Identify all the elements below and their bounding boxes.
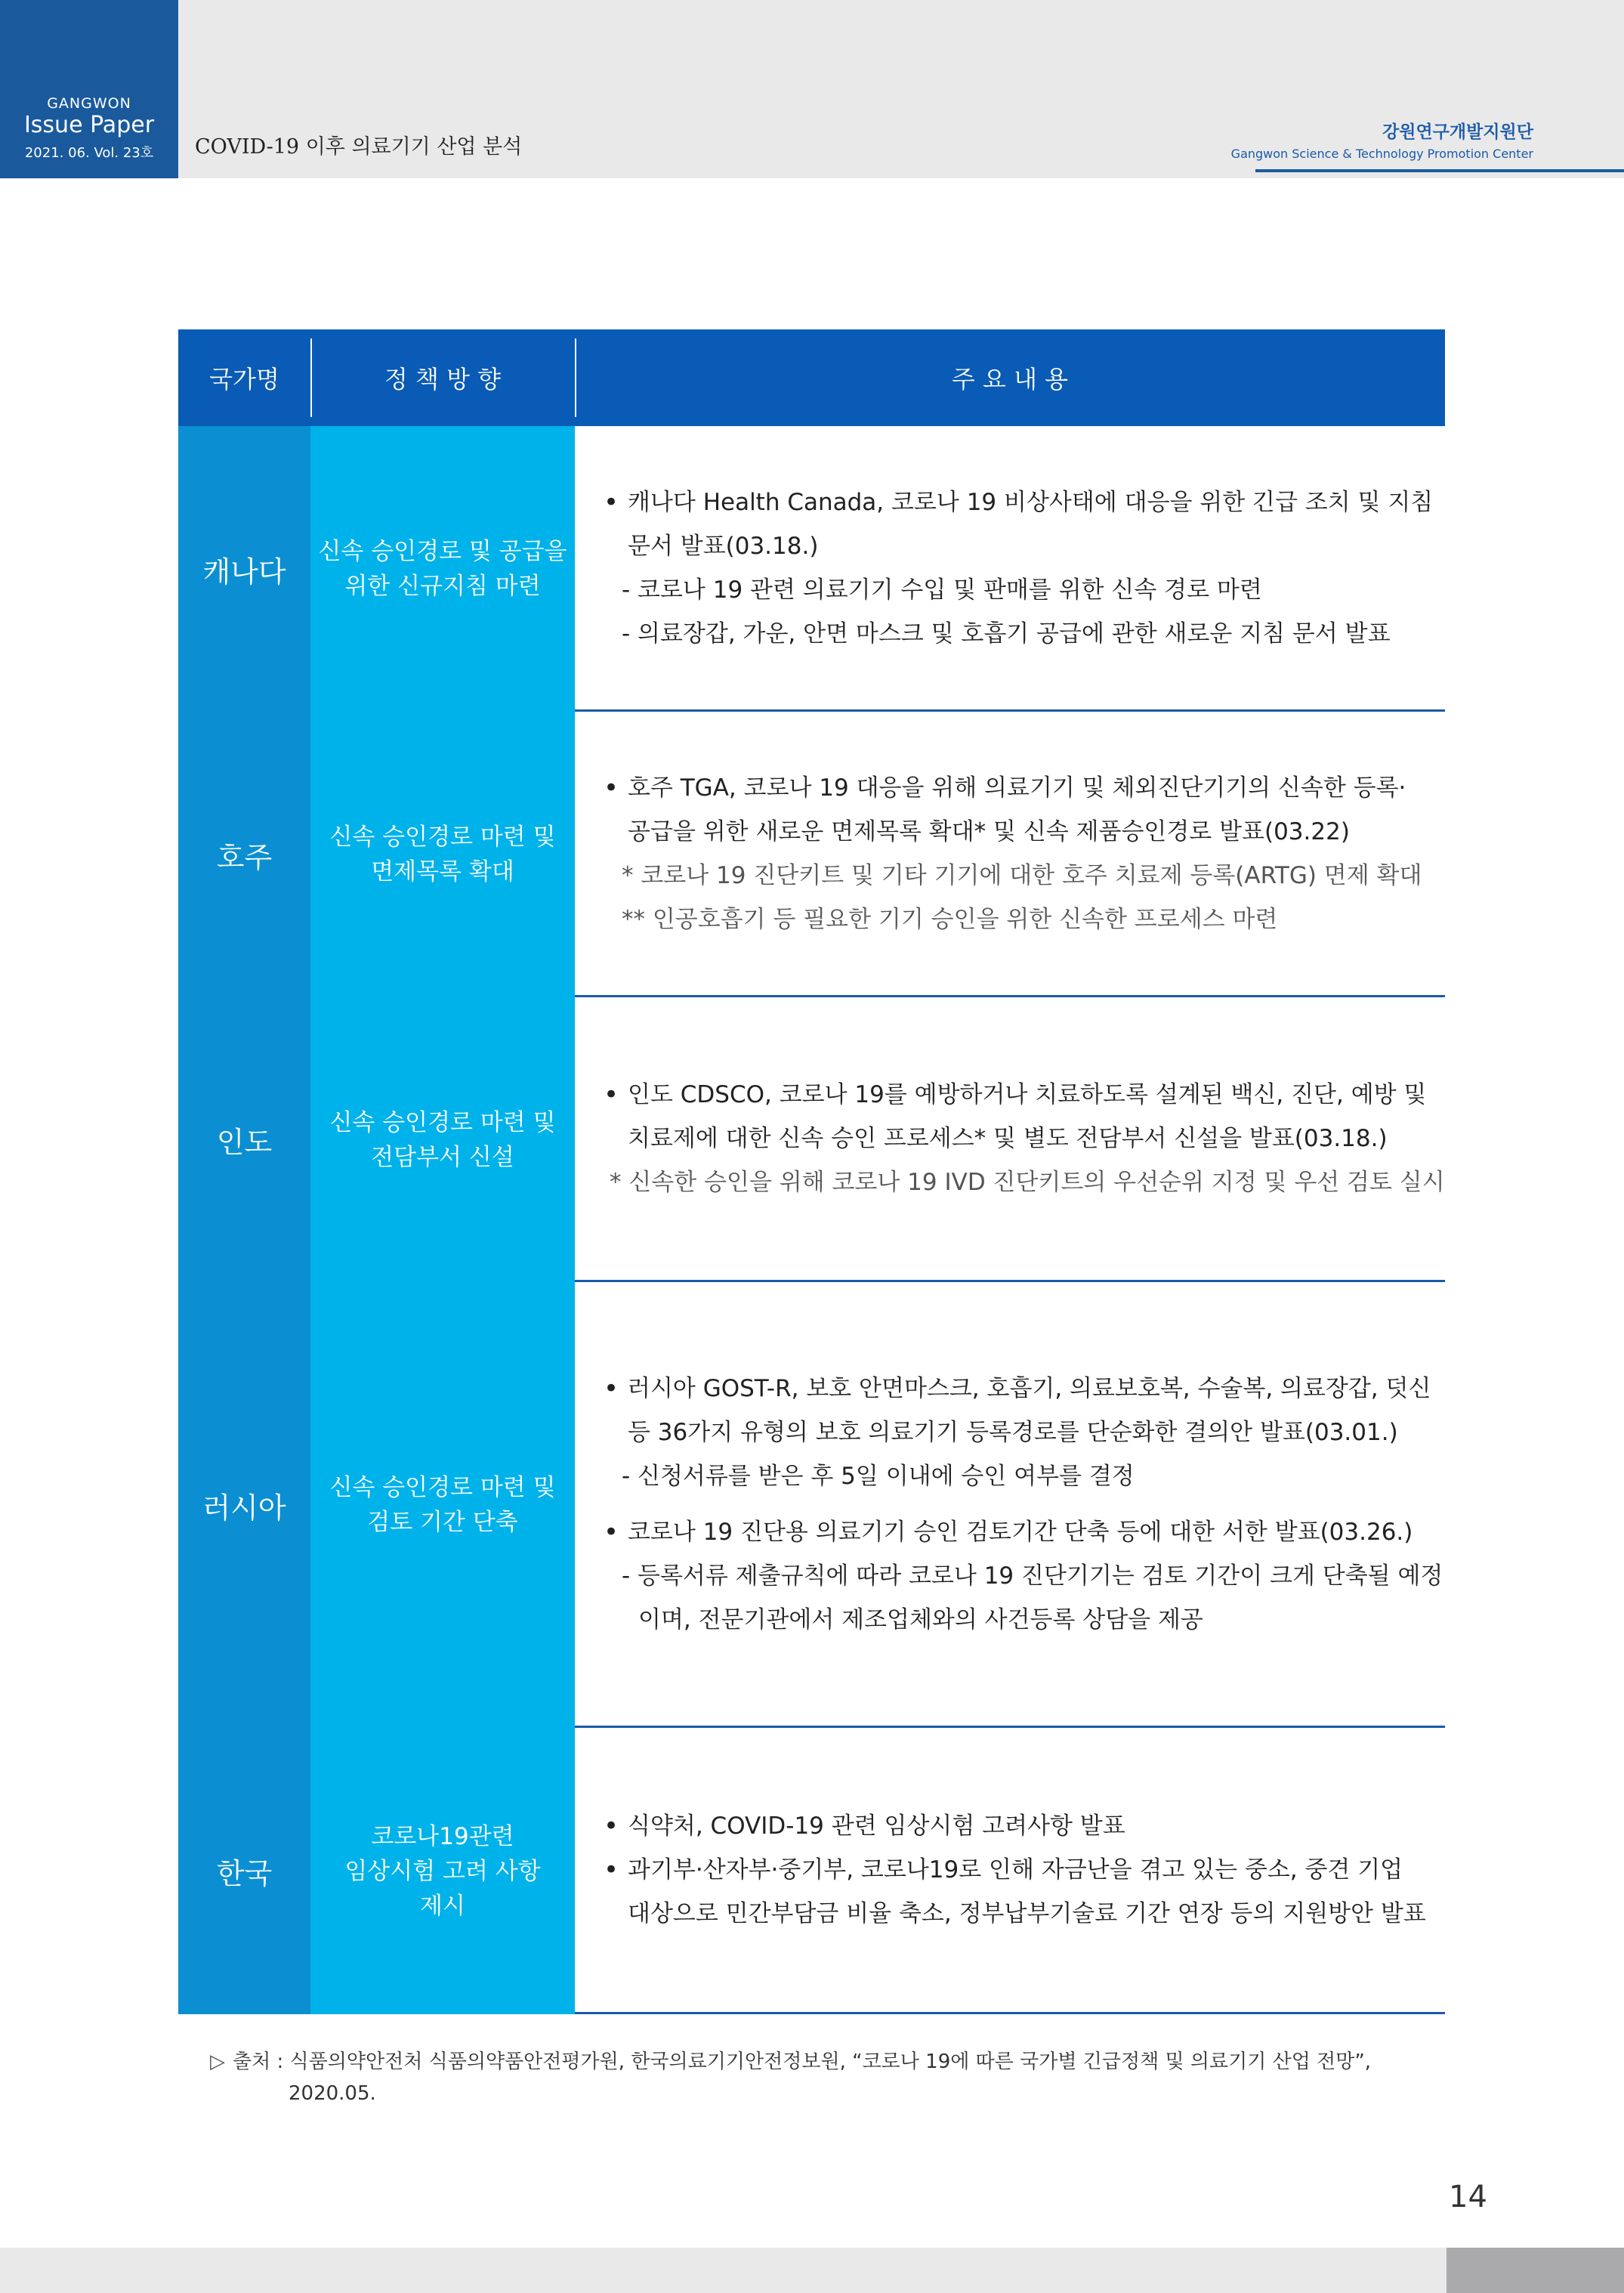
- footnote-line: * 코로나 19 진단키트 및 기타 기기에 대한 호주 치료제 등록(ARTG) 면제 확대: [622, 861, 1422, 889]
- policy-table: [178, 329, 1445, 2014]
- policy-line: 전담부서 신설: [371, 1143, 514, 1171]
- policy-line: 제시: [420, 1892, 465, 1920]
- header-divider: [310, 338, 312, 417]
- bullet-continuation: 치료제에 대한 신속 승인 프로세스* 및 별도 전담부서 신설을 발표(03.18.): [628, 1125, 1388, 1152]
- source-line: 출처 : 식품의약안전처 식품의약품안전평가원, 한국의료기기안전정보원, “코로나 19에 따른 국가별 긴급정책 및 의료기기 산업 전망”,: [233, 2050, 1372, 2073]
- country-cell: 캐나다: [178, 426, 310, 712]
- header-policy: 정 책 방 향: [384, 365, 502, 394]
- issue-paper-logo: [0, 0, 178, 178]
- dash-item: - 신청서류를 받은 후 5일 이내에 승인 여부를 결정: [622, 1462, 1135, 1490]
- table-row: [178, 1282, 1445, 1728]
- dash-continuation: 이며, 전문기관에서 제조업체와의 사건등록 상담을 제공: [638, 1605, 1203, 1633]
- policy-line: 코로나19관련: [371, 1822, 514, 1850]
- bullet-item: • 인도 CDSCO, 코로나 19를 예방하거나 치료하도록 설계된 백신, 진단, 예방 및: [597, 1073, 1445, 1117]
- policy-cell: [310, 1728, 575, 2014]
- table-header: [178, 329, 1445, 426]
- bullet-continuation: 대상으로 민간부담금 비율 축소, 정부납부기술료 기간 연장 등의 지원방안 발표: [628, 1900, 1426, 1927]
- source-date: 2020.05.: [289, 2082, 376, 2105]
- country-cell: 인도: [178, 997, 310, 1282]
- policy-line: 임상시험 고려 사항: [344, 1857, 541, 1885]
- content-cell: [575, 1728, 1445, 2014]
- content-cell: [575, 997, 1445, 1282]
- policy-line: 위한 신규지침 마련: [344, 573, 541, 600]
- header-country: 국가명: [209, 365, 279, 394]
- header-divider: [575, 338, 576, 417]
- footer-bar-accent: [1446, 2248, 1624, 2293]
- dash-item: - 등록서류 제출규칙에 따라 코로나 19 진단기기는 검토 기간이 크게 단축될 예정: [622, 1562, 1443, 1590]
- policy-line: 신속 승인경로 마련 및: [329, 824, 556, 851]
- policy-cell: [310, 1282, 575, 1728]
- page-number: 14: [1449, 2180, 1487, 2214]
- footer-bar: [0, 2248, 1446, 2293]
- source-note: [210, 2046, 1371, 2109]
- organization-name: 강원연구개발지원단: [1382, 122, 1533, 142]
- policy-line: 검토 기간 단축: [367, 1509, 518, 1536]
- table-row: [178, 426, 1445, 712]
- content-cell: [575, 712, 1445, 997]
- organization-subtitle: Gangwon Science & Technology Promotion Center: [1230, 147, 1533, 161]
- dash-item: - 코로나 19 관련 의료기기 수입 및 판매를 위한 신속 경로 마련: [622, 576, 1262, 604]
- policy-line: 신속 승인경로 및 공급을: [318, 538, 567, 565]
- logo-issue: 2021. 06. Vol. 23호: [24, 145, 154, 161]
- bullet-item: • 코로나 19 진단용 의료기기 승인 검토기간 단축 등에 대한 서한 발표(03.26.): [597, 1510, 1445, 1554]
- table-row: [178, 712, 1445, 997]
- triangle-icon: ▷: [210, 2050, 225, 2073]
- footnote-line: ** 인공호흡기 등 필요한 기기 승인을 위한 신속한 프로세스 마련: [622, 905, 1278, 933]
- policy-cell: [310, 712, 575, 997]
- logo-brand: GANGWON: [47, 95, 131, 112]
- document-title: COVID-19 이후 의료기기 산업 분석: [195, 135, 523, 159]
- footnote-line: * 신속한 승인을 위해 코로나 19 IVD 진단키트의 우선순위 지정 및 우선 검토 실시: [610, 1169, 1445, 1196]
- bullet-item: • 호주 TGA, 코로나 19 대응을 위해 의료기기 및 체외진단기기의 신속한 등록·: [597, 766, 1445, 810]
- dash-item: - 의료장갑, 가운, 안면 마스크 및 호흡기 공급에 관한 새로운 지침 문서 발표: [622, 620, 1391, 647]
- table-row: [178, 997, 1445, 1282]
- policy-cell: [310, 997, 575, 1282]
- country-cell: 러시아: [178, 1282, 310, 1728]
- logo-title: Issue Paper: [23, 112, 155, 138]
- bullet-item: • 캐나다 Health Canada, 코로나 19 비상사태에 대응을 위한 긴급 조치 및 지침: [597, 481, 1445, 524]
- bullet-item: • 식약처, COVID-19 관련 임상시험 고려사항 발표: [597, 1804, 1445, 1848]
- bullet-item: • 과기부·산자부·중기부, 코로나19로 인해 자금난을 겪고 있는 중소, 중견 기업: [597, 1848, 1445, 1892]
- policy-line: 신속 승인경로 마련 및: [329, 1474, 556, 1501]
- bullet-item: • 러시아 GOST-R, 보호 안면마스크, 호흡기, 의료보호복, 수술복, 의료장갑, 덧신: [597, 1367, 1445, 1411]
- header-content: 주 요 내 용: [951, 365, 1069, 394]
- bullet-continuation: 등 36가지 유형의 보호 의료기기 등록경로를 단순화한 결의안 발표(03.01.): [628, 1418, 1398, 1446]
- bullet-continuation: 공급을 위한 새로운 면제목록 확대* 및 신속 제품승인경로 발표(03.22): [628, 817, 1350, 845]
- table-row: [178, 1728, 1445, 2014]
- policy-line: 면제목록 확대: [371, 858, 514, 885]
- country-cell: 한국: [178, 1728, 310, 2014]
- content-cell: [575, 426, 1445, 712]
- bullet-continuation: 문서 발표(03.18.): [628, 532, 819, 560]
- policy-line: 신속 승인경로 마련 및: [329, 1108, 556, 1136]
- policy-cell: [310, 426, 575, 712]
- country-cell: 호주: [178, 712, 310, 997]
- content-cell: [575, 1282, 1445, 1728]
- header-accent-line: [1255, 169, 1624, 172]
